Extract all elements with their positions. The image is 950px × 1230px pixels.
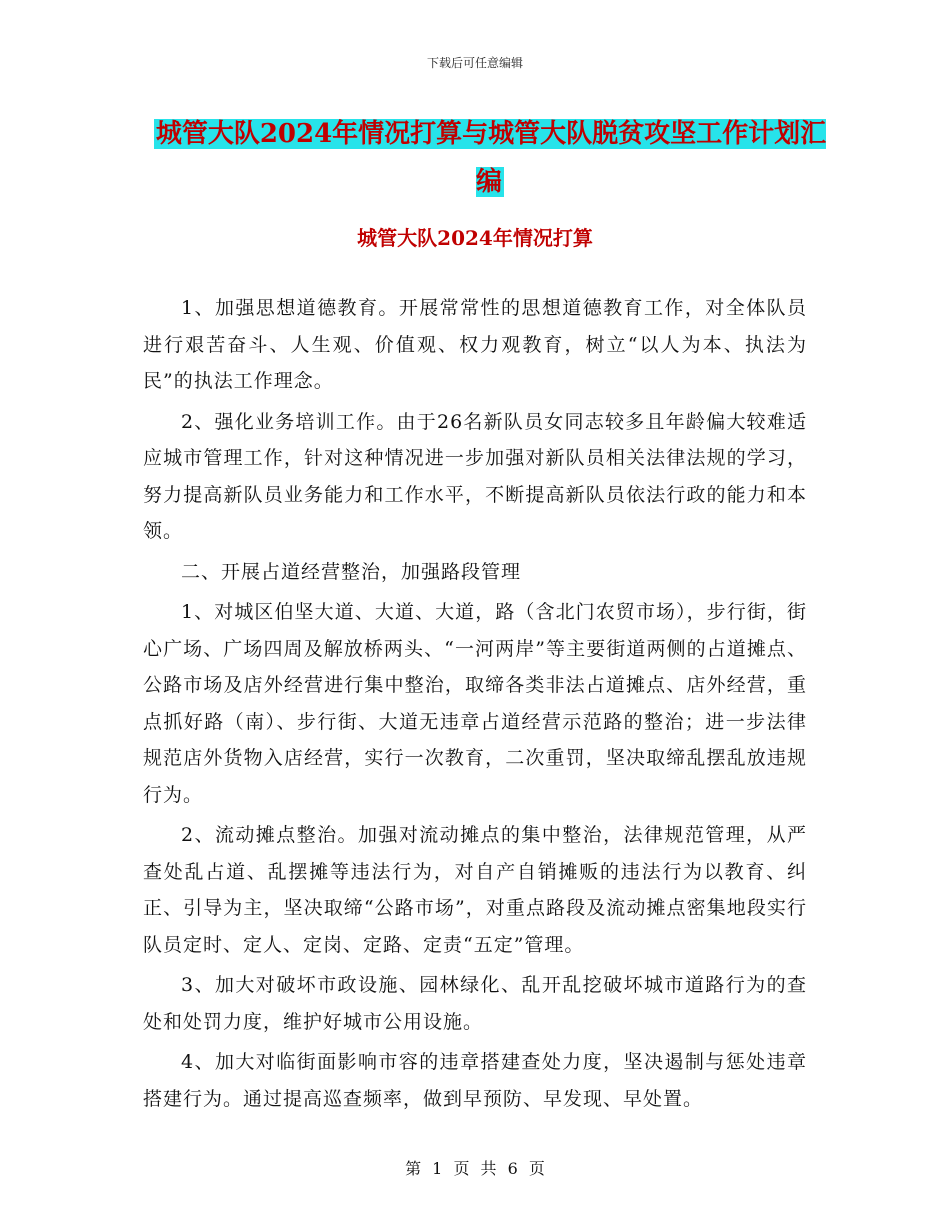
page-footer: 第 1 页 共 6 页: [405, 1159, 545, 1178]
paragraph: 二、开展占道经营整治，加强路段管理: [181, 560, 522, 583]
paragraph: 1、对城区伯坚大道、大道、大道，路（含北门农贸市场），步行街，街心广场、广场四周及解放桥两头、“一河两岸”等主要街道两侧的占道摊点、公路市场及店外经营进行集中整治，取缔各类非法占道摊点、店外经营，重点抓好路（南）、步行街、大道无违章占道经营示范路的整治；进一步法律规范店外货物入店经营，实行一次教育，二次重罚，坚决取缔乱摆乱放违规行为。: [143, 601, 807, 806]
section-title: 城管大队2024年情况打算: [357, 226, 593, 250]
header-note: 下载后可任意编辑: [426, 56, 523, 70]
paragraph: 4、加大对临街面影响市容的违章搭建查处力度，坚决遏制与惩处违章搭建行为。通过提高巡查频率，做到早预防、早发现、早处置。: [143, 1051, 807, 1110]
paragraph: 2、强化业务培训工作。由于26名新队员女同志较多且年龄偏大较难适应城市管理工作，针对这种情况进一步加强对新队员相关法律法规的学习，努力提高新队员业务能力和工作水平，不断提高新队员依法行政的能力和本领。: [143, 410, 807, 542]
paragraph: 1、加强思想道德教育。开展常常性的思想道德教育工作，对全体队员进行艰苦奋斗、人生观、价值观、权力观教育，树立“以人为本、执法为民”的执法工作理念。: [143, 297, 807, 392]
paragraph: 2、流动摊点整治。加强对流动摊点的集中整治，法律规范管理，从严查处乱占道、乱摆摊等违法行为，对自产自销摊贩的违法行为以教育、纠正、引导为主，坚决取缔“公路市场”，对重点路段及流动摊点密集地段实行队员定时、定人、定岗、定路、定责“五定”管理。: [143, 824, 807, 956]
document-title-text: 城管大队2024年情况打算与城管大队脱贫攻坚工作计划汇编: [155, 119, 827, 197]
body-text: [143, 290, 807, 1121]
paragraph: 3、加大对破坏市政设施、园林绿化、乱开乱挖破坏城市道路行为的查处和处罚力度，维护好城市公用设施。: [143, 974, 807, 1033]
document-title: [150, 110, 830, 206]
